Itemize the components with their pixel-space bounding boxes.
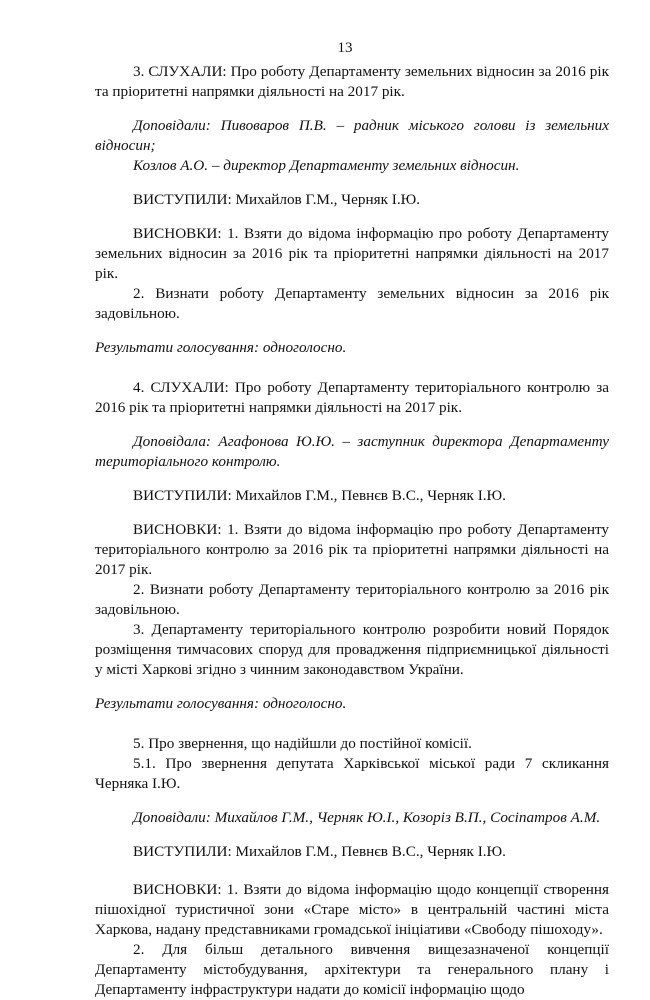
item-5-1-conclusion-1: ВИСНОВКИ: 1. Взяти до відома інформацію щодо концепції створення пішохідної туристичної зони «Старе місто» в центральній частині міста Харкова, надану представниками громадської ініціативи «Свободу пішоходу». (95, 881, 609, 938)
item-4-speakers: ВИСТУПИЛИ: Михайлов Г.М., Певнєв В.С., Черняк І.Ю. (133, 487, 506, 504)
item-3-reporter-2: Козлов А.О. – директор Департаменту земельних відносин. (133, 157, 520, 174)
item-5-1-heading: 5.1. Про звернення депутата Харківської міської ради 7 скликання Черняка І.Ю. (95, 755, 609, 792)
item-3-heard: 3. СЛУХАЛИ: Про роботу Департаменту земельних відносин за 2016 рік та пріоритетні напрямки діяльності на 2017 рік. (95, 63, 609, 100)
item-5-1-conclusion-2: 2. Для більш детального вивчення вищезазначеної концепції Департаменту містобудування, архітектури та генерального плану і Департаменту інфраструктури надати до комісії інформацію щодо (95, 941, 609, 998)
item-4-vote-result: Результати голосування: одноголосно. (95, 695, 347, 712)
item-5-heading: 5. Про звернення, що надійшли до постійної комісії. (133, 735, 472, 752)
item-4-conclusion-1: ВИСНОВКИ: 1. Взяти до відома інформацію про роботу Департаменту територіального контролю за 2016 рік та пріоритетні напрямки діяльності на 2017 рік. (95, 521, 609, 578)
item-3-conclusion-1: ВИСНОВКИ: 1. Взяти до відома інформацію про роботу Департаменту земельних відносин за 2016 рік та пріоритетні напрямки діяльності на 2017 рік. (95, 225, 609, 282)
item-3-conclusion-2: 2. Визнати роботу Департаменту земельних відносин за 2016 рік задовільною. (95, 285, 609, 322)
item-3-reporters: Доповідали: Пивоваров П.В. – радник міського голови із земельних відносин; (95, 117, 609, 154)
item-4-heard: 4. СЛУХАЛИ: Про роботу Департаменту територіального контролю за 2016 рік та пріоритетні напрямки діяльності на 2017 рік. (95, 379, 609, 416)
item-4-conclusion-2: 2. Визнати роботу Департаменту територіального контролю за 2016 рік задовільною. (95, 581, 609, 618)
item-3-vote-result: Результати голосування: одноголосно. (95, 339, 347, 356)
item-4-conclusion-3: 3. Департаменту територіального контролю розробити новий Порядок розміщення тимчасових споруд для провадження підприємницької діяльності у місті Харкові згідно з чинним законодавством України. (95, 621, 609, 678)
item-4-reporter: Доповідала: Агафонова Ю.Ю. – заступник директора Департаменту територіального контролю. (95, 433, 609, 470)
document-body (95, 62, 609, 1000)
item-5-1-speakers: ВИСТУПИЛИ: Михайлов Г.М., Певнєв В.С., Черняк І.Ю. (133, 843, 506, 860)
page-number: 13 (337, 40, 353, 56)
item-5-1-reporters: Доповідали: Михайлов Г.М., Черняк Ю.І., Козоріз В.П., Сосіпатров А.М. (133, 809, 601, 826)
item-3-speakers: ВИСТУПИЛИ: Михайлов Г.М., Черняк І.Ю. (133, 191, 421, 208)
